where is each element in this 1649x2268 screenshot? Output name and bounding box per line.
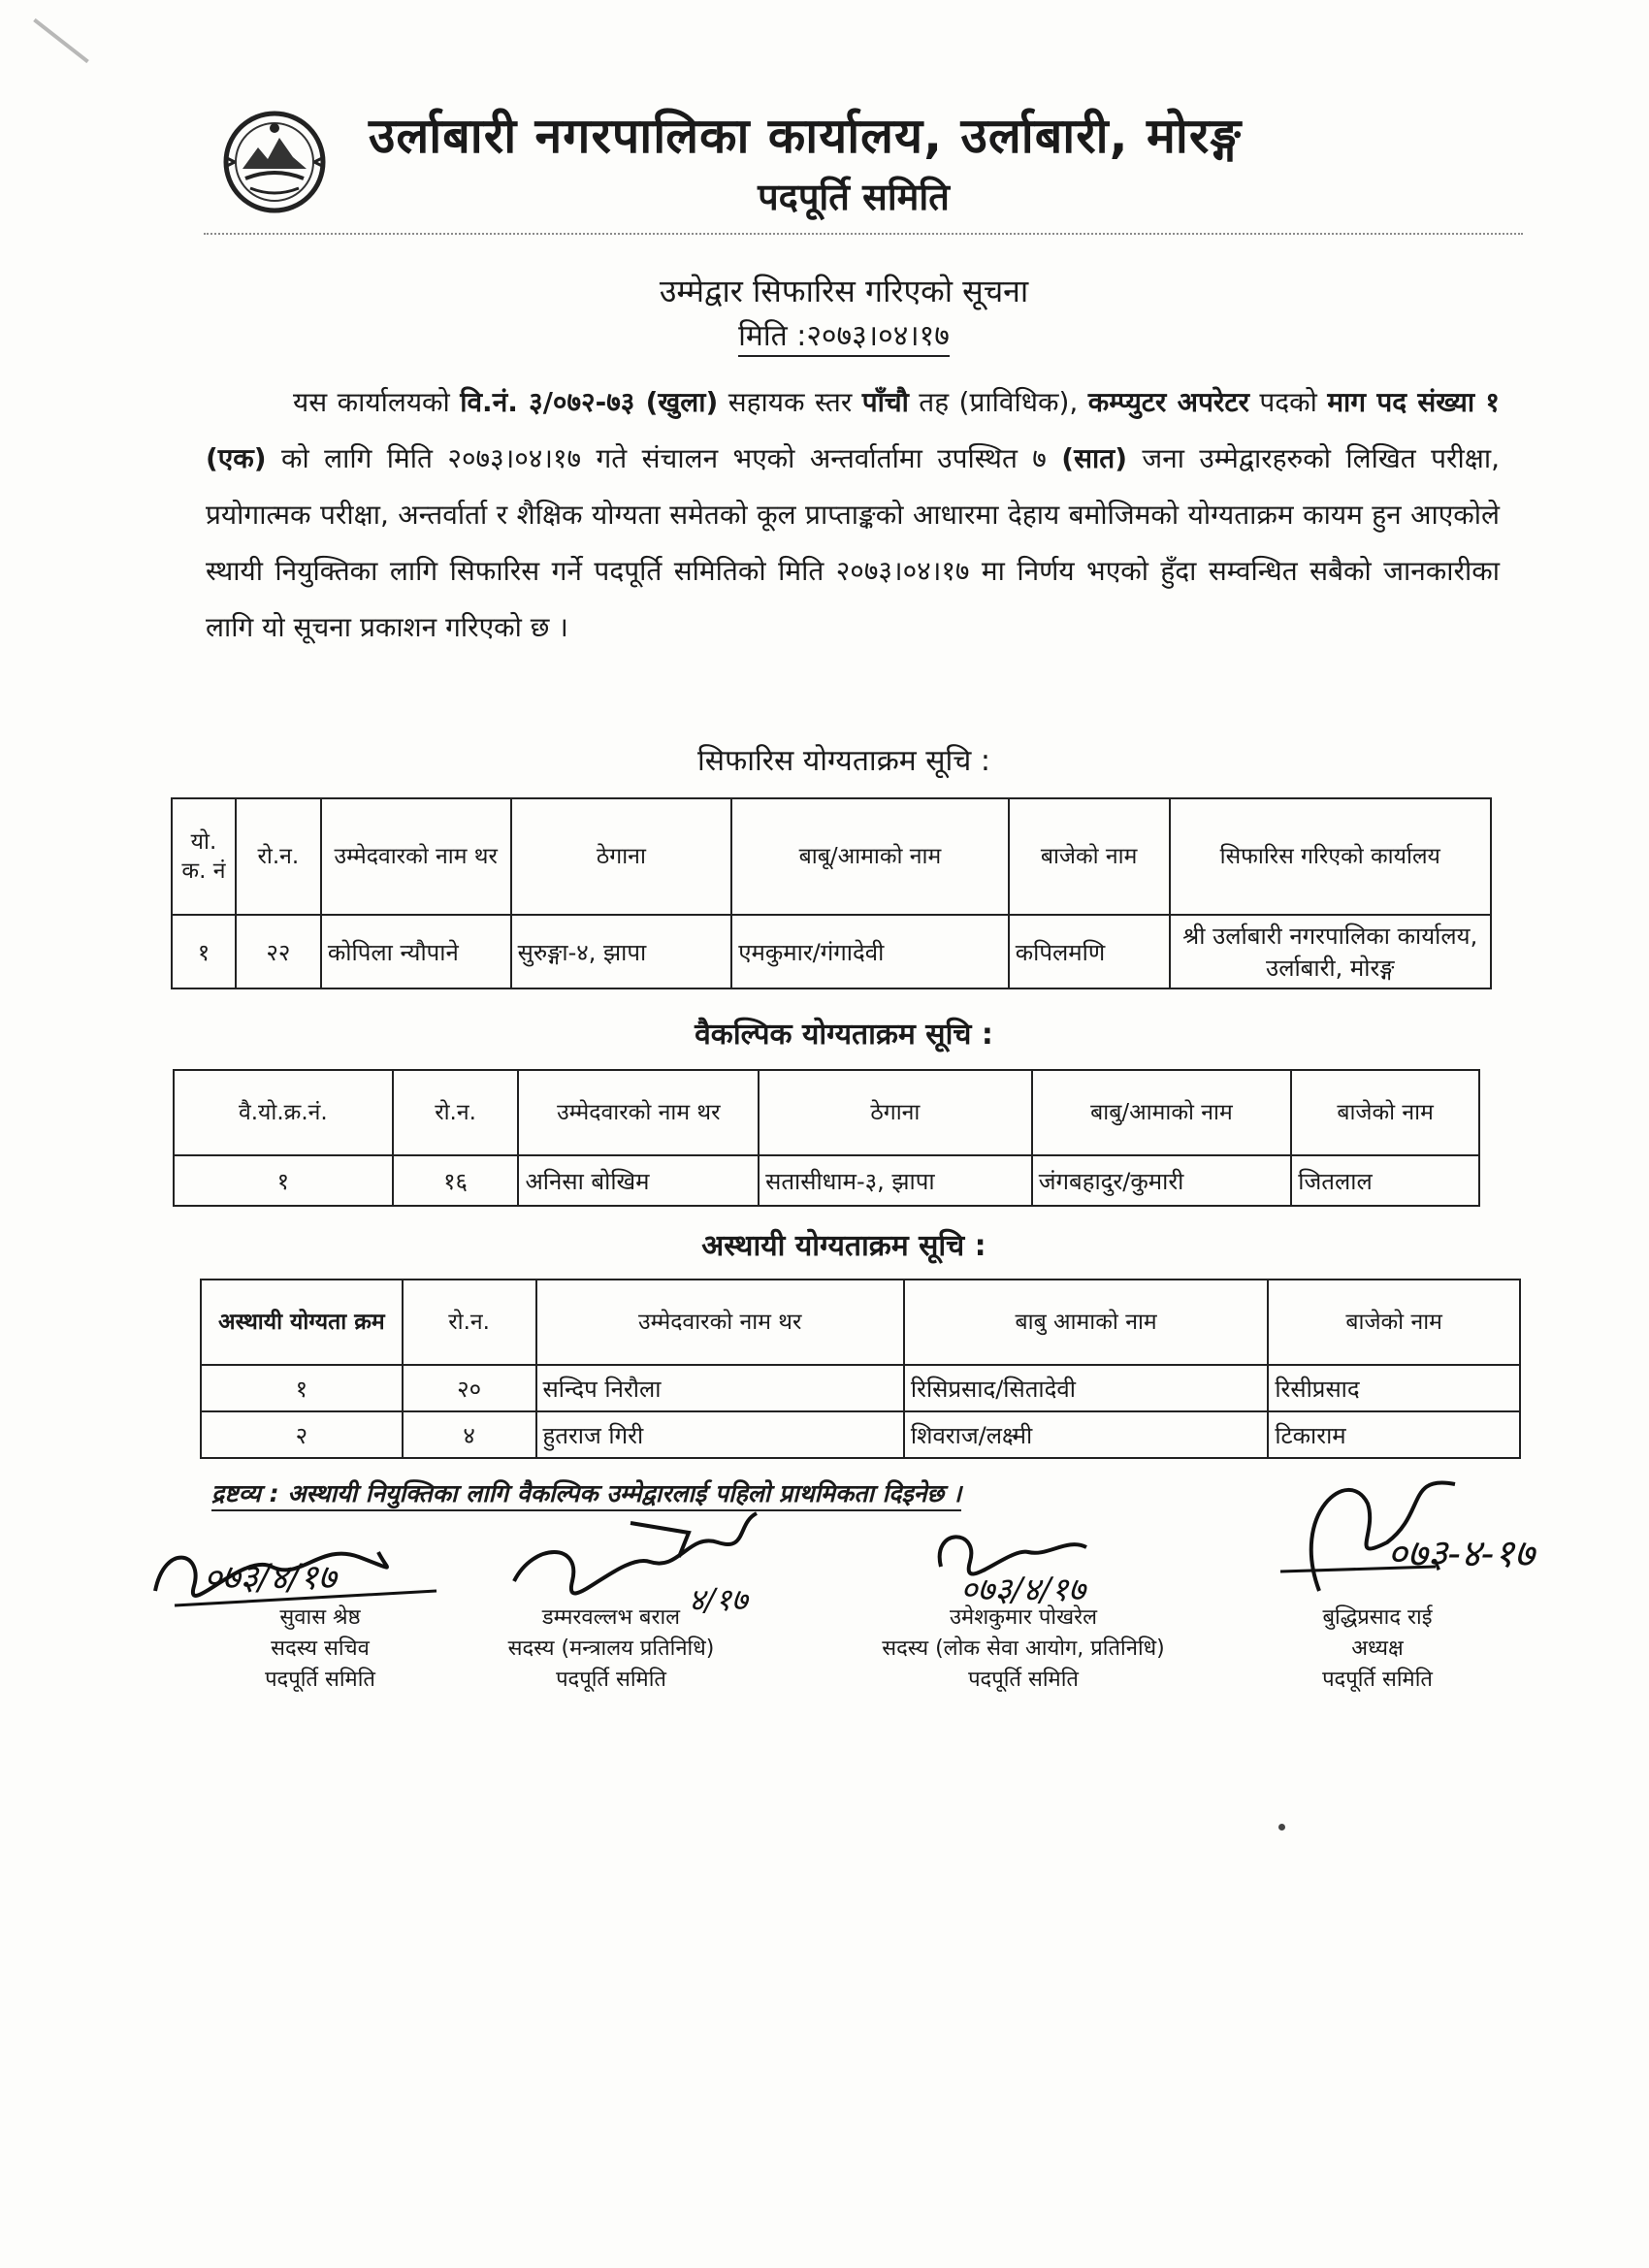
- signatory-role: सदस्य (लोक सेवा आयोग, प्रतिनिधि): [882, 1636, 1165, 1661]
- table-row: [172, 915, 1491, 988]
- table-cell: जंगबहादुर/कुमारी: [1032, 1155, 1292, 1206]
- signature-3-date: ०७३/४/१७: [960, 1571, 1085, 1609]
- col-header-roll: रो.न.: [403, 1280, 536, 1365]
- col-header-address: ठेगाना: [511, 798, 732, 915]
- temporary-list-title: अस्थायी योग्यताक्रम सूचि :: [701, 1229, 986, 1263]
- table-cell: २२: [236, 915, 321, 988]
- table-cell: ४: [403, 1411, 536, 1458]
- recommended-list-title: सिफारिस योग्यताक्रम सूचि :: [697, 744, 990, 778]
- table-row: [201, 1365, 1520, 1411]
- table-cell: सुरुङ्गा-४, झापा: [511, 915, 732, 988]
- temporary-table: [200, 1279, 1521, 1459]
- col-header-roll: रो.न.: [393, 1070, 519, 1155]
- signatory-4: [1193, 1603, 1562, 1696]
- col-header-rank: यो. क. नं: [172, 798, 236, 915]
- table-cell: हुतराज गिरी: [536, 1411, 904, 1458]
- signatory-name: सुवास श्रेष्ठ: [279, 1605, 361, 1630]
- signature-3-icon: [922, 1508, 1193, 1615]
- col-header-parents: बाबु आमाको नाम: [904, 1280, 1268, 1365]
- table-cell: १: [172, 915, 236, 988]
- col-header-roll: रो.न.: [236, 798, 321, 915]
- col-header-rank: वै.यो.क्र.नं.: [174, 1070, 393, 1155]
- scan-artifact: [33, 18, 89, 63]
- header-divider: [204, 233, 1523, 235]
- signature-4-icon: [1261, 1455, 1610, 1610]
- signatory-name: बुद्धिप्रसाद राई: [1322, 1605, 1433, 1630]
- table-cell: कोपिला न्यौपाने: [321, 915, 511, 988]
- table-cell: सतासीधाम-३, झापा: [759, 1155, 1032, 1206]
- table-cell: एमकुमार/गंगादेवी: [731, 915, 1008, 988]
- table-cell: अनिसा बोखिम: [518, 1155, 759, 1206]
- signatory-role: अध्यक्ष: [1351, 1636, 1404, 1661]
- col-header-parents: बाबू/आमाको नाम: [731, 798, 1008, 915]
- table-cell: रिसीप्रसाद: [1268, 1365, 1520, 1411]
- col-header-parents: बाबु/आमाको नाम: [1032, 1070, 1292, 1155]
- notice-title: उम्मेद्वार सिफारिस गरिएको सूचना: [659, 273, 1029, 309]
- signatory-name: उमेशकुमार पोखरेल: [949, 1605, 1098, 1630]
- signatory-role: सदस्य सचिव: [271, 1636, 370, 1661]
- signatory-committee: पदपूर्ति समिति: [265, 1668, 375, 1692]
- table-cell: १: [174, 1155, 393, 1206]
- scan-dot: [1278, 1824, 1285, 1831]
- signatory-name: डम्मरवल्लभ बराल: [541, 1605, 681, 1630]
- recommended-table: [171, 797, 1492, 989]
- signature-2-date: ४/१७: [689, 1581, 748, 1618]
- table-cell: जितलाल: [1291, 1155, 1479, 1206]
- signatory-committee: पदपूर्ति समिति: [968, 1668, 1079, 1692]
- note-text: द्रष्टव्य : अस्थायी नियुक्तिका लागि वैकल्पिक उम्मेद्वारलाई पहिलो प्राथमिकता दिइनेछ ।: [211, 1476, 961, 1511]
- signatory-committee: पदपूर्ति समिति: [556, 1668, 666, 1692]
- signature-4-date: ०७३-४-१७: [1387, 1532, 1535, 1576]
- signatory-role: सदस्य (मन्त्रालय प्रतिनिधि): [507, 1636, 715, 1661]
- table-header-row: [172, 798, 1491, 915]
- table-cell: २०: [403, 1365, 536, 1411]
- col-header-grandfather: बाजेको नाम: [1291, 1070, 1479, 1155]
- table-cell: टिकाराम: [1268, 1411, 1520, 1458]
- table-cell: रिसिप्रसाद/सितादेवी: [904, 1365, 1268, 1411]
- col-header-name: उम्मेदवारको नाम थर: [536, 1280, 904, 1365]
- signatory-committee: पदपूर्ति समिति: [1322, 1668, 1433, 1692]
- committee-subtitle: पदपूर्ति समिति: [758, 176, 950, 218]
- col-header-grandfather: बाजेको नाम: [1009, 798, 1170, 915]
- col-header-grandfather: बाजेको नाम: [1268, 1280, 1520, 1365]
- signatory-3: [820, 1603, 1227, 1696]
- table-cell: कपिलमणि: [1009, 915, 1170, 988]
- table-cell: श्री उर्लाबारी नगरपालिका कार्यालय, उर्लाबारी, मोरङ्ग: [1170, 915, 1491, 988]
- signatory-2: [427, 1603, 795, 1696]
- table-cell: २: [201, 1411, 403, 1458]
- table-cell: १६: [393, 1155, 519, 1206]
- col-header-rank: अस्थायी योग्यता क्रम: [201, 1280, 403, 1365]
- alternate-table: [173, 1069, 1480, 1207]
- col-header-office: सिफारिस गरिएको कार्यालय: [1170, 798, 1491, 915]
- col-header-name: उम्मेदवारको नाम थर: [321, 798, 511, 915]
- notice-body: यस कार्यालयको वि.नं. ३/०७२-७३ (खुला) सहायक स्तर पाँचौ तह (प्राविधिक), कम्प्युटर अपरेटर पदको माग पद संख्या १ (एक) को लागि मिति २०७३।०४।१७ गते संचालन भएको अन्तर्वार्तामा उपस्थित ७ (सात) जना उम्मेद्वारहरुको लिखित परीक्षा, प्रयोगात्मक परीक्षा, अन्तर्वार्ता र शैक्षिक योग्यता समेतको कूल प्राप्ताङ्कको आधारमा देहाय बमोजिमको योग्यताक्रम कायम हुन आएकोले स्थायी नियुक्तिका लागि सिफारिस गर्ने पदपूर्ति समितिको मिति २०७३।०४।१७ मा निर्णय भएको हुँदा सम्वन्धित सबैको जानकारीका लागि यो सूचना प्रकाशन गरिएको छ ।: [206, 386, 1500, 643]
- notice-date: मिति :२०७३।०४।१७: [0, 314, 1649, 354]
- col-header-address: ठेगाना: [759, 1070, 1032, 1155]
- office-title: उर्लाबारी नगरपालिका कार्यालय, उर्लाबारी, मोरङ्ग: [369, 108, 1242, 164]
- col-header-name: उम्मेदवारको नाम थर: [518, 1070, 759, 1155]
- table-header-row: [174, 1070, 1479, 1155]
- table-row: [201, 1411, 1520, 1458]
- signature-1-date: ०७३/४/१७: [204, 1558, 337, 1598]
- alternate-list-title: वैकल्पिक योग्यताक्रम सूचि :: [695, 1018, 993, 1052]
- table-cell: शिवराज/लक्ष्मी: [904, 1411, 1268, 1458]
- table-row: [174, 1155, 1479, 1206]
- table-cell: सन्दिप निरौला: [536, 1365, 904, 1411]
- table-header-row: [201, 1280, 1520, 1365]
- table-cell: १: [201, 1365, 403, 1411]
